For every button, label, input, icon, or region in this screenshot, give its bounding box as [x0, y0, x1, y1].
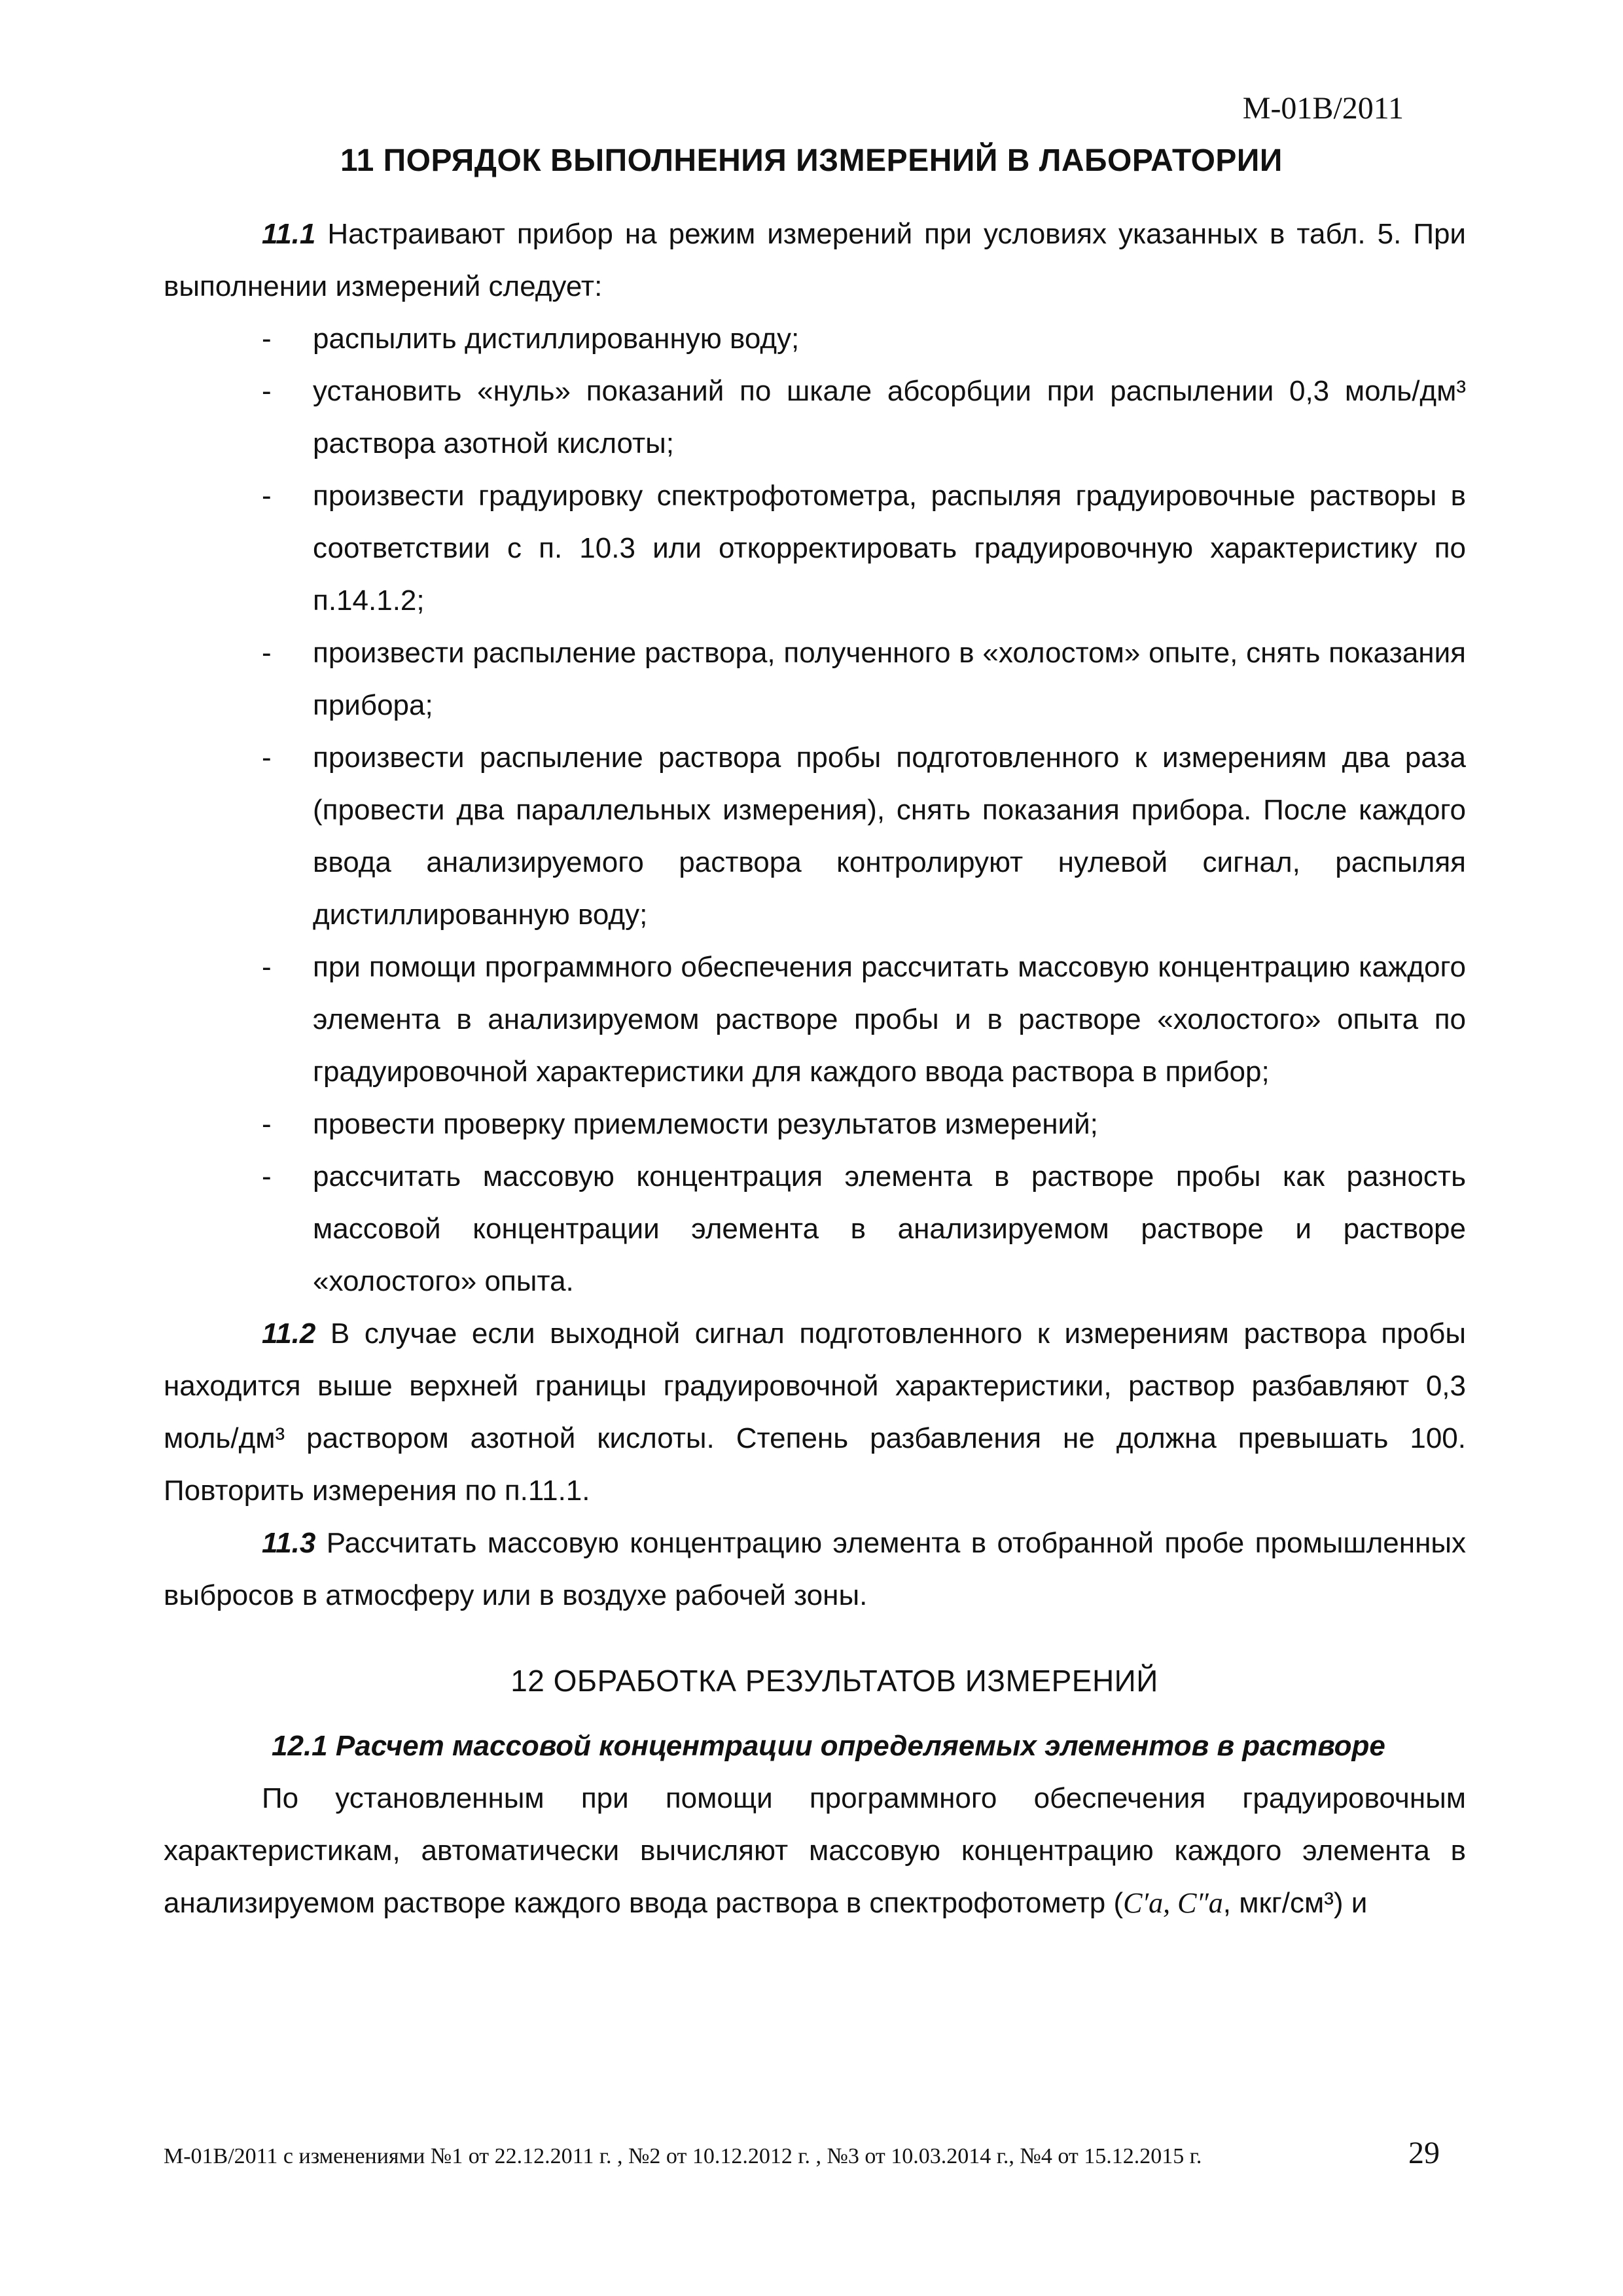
list-item: - рассчитать массовую концентрация элемента в растворе пробы как разность массовой концентрации элемента в анализируемом растворе и растворе «холостого» опыта. — [262, 1160, 1466, 1297]
paragraph-text: В случае если выходной сигнал подготовленного к измерениям раствора пробы находится выше верхней границы градуировочной характеристики, раствор разбавляют 0,3 моль/дм³ раствором азотной кислоты. Степень разбавления не должна превышать 100. Повторить измерения по п.11.1. — [164, 1318, 1466, 1507]
section-12-title: 12 ОБРАБОТКА РЕЗУЛЬТАТОВ ИЗМЕРЕНИЙ — [510, 1664, 1158, 1698]
list-item: - произвести распыление раствора, полученного в «холостом» опыте, снять показания прибора; — [262, 637, 1466, 721]
document-body — [164, 208, 1466, 1929]
list-item-text: произвести распыление раствора пробы подготовленного к измерениям два раза (провести два параллельных измерения), снять показания прибора. После каждого ввода анализируемого раствора контролируют нулевой сигнал, распыляя дистиллированную воду; — [313, 742, 1466, 931]
list-item: - провести проверку приемлемости результатов измерений; — [262, 1108, 1098, 1140]
list-item-text: при помощи программного обеспечения рассчитать массовую концентрацию каждого элемента в анализируемом растворе пробы и в растворе «холостого» опыта по градуировочной характеристики для каждого ввода раствора в прибор; — [313, 951, 1466, 1088]
paragraph-11-1 — [164, 208, 1466, 313]
document-code: М-01В/2011 — [1242, 91, 1404, 126]
list-item-text: распылить дистиллированную воду; — [313, 323, 800, 355]
paragraph-11-2 — [164, 1308, 1466, 1517]
list-item-text: провести проверку приемлемости результатов измерений; — [313, 1108, 1098, 1140]
paragraph-number: 11.3 — [262, 1527, 316, 1559]
list-item-text: рассчитать массовую концентрация элемента в растворе пробы как разность массовой концентрации элемента в анализируемом растворе и растворе «холостого» опыта. — [313, 1160, 1466, 1297]
section-11-title: 11 ПОРЯДОК ВЫПОЛНЕНИЯ ИЗМЕРЕНИЙ В ЛАБОРАТОРИИ — [340, 143, 1283, 178]
list-item: - установить «нуль» показаний по шкале абсорбции при распылении 0,3 моль/дм³ раствора азотной кислоты; — [262, 375, 1466, 459]
subsection-12-1-title — [164, 1720, 1466, 1772]
subsection-text: Расчет массовой концентрации определяемых элементов в растворе — [335, 1730, 1385, 1762]
list-item: - произвести градуировку спектрофотометра, распыляя градуировочные растворы в соответствии с п. 10.3 или откорректировать градуировочную характеристику по п.14.1.2; — [262, 480, 1466, 617]
list-item: - распылить дистиллированную воду; — [262, 323, 800, 355]
paragraph-text: Рассчитать массовую концентрацию элемента в отобранной пробе промышленных выбросов в атмосферу или в воздухе рабочей зоны. — [164, 1527, 1466, 1611]
list-item: - при помощи программного обеспечения рассчитать массовую концентрацию каждого элемента в анализируемом растворе пробы и в растворе «холостого» опыта по градуировочной характеристики для каждого ввода раствора в прибор; — [262, 951, 1466, 1088]
page-number: 29 — [1408, 2136, 1440, 2170]
paragraph-text: Настраивают прибор на режим измерений при условиях указанных в табл. 5. При выполнении измерений следует: — [164, 218, 1466, 302]
subsection-number: 12.1 — [272, 1730, 328, 1762]
list-item-text: произвести распыление раствора, полученного в «холостом» опыте, снять показания прибора; — [313, 637, 1466, 721]
paragraph-11-3 — [164, 1517, 1466, 1622]
paragraph-12-1 — [164, 1772, 1466, 1929]
units-text: , мкг/см³) и — [1222, 1887, 1368, 1919]
list-item-text: установить «нуль» показаний по шкале абсорбции при распылении 0,3 моль/дм³ раствора азотной кислоты; — [313, 375, 1466, 459]
paragraph-number: 11.1 — [262, 218, 316, 250]
list-item: - произвести распыление раствора пробы подготовленного к измерениям два раза (провести два параллельных измерения), снять показания прибора. После каждого ввода анализируемого раствора контролируют нулевой сигнал, распыляя дистиллированную воду; — [262, 742, 1466, 931]
concentration-formula: C′a, C″a — [1123, 1887, 1223, 1919]
paragraph-number: 11.2 — [262, 1318, 316, 1350]
paragraph-text: По установленным при помощи программного обеспечения градуировочным характеристикам, автоматически вычисляют массовую концентрацию каждого элемента в анализируемом растворе каждого ввода раствора в спектрофотометр ( — [164, 1782, 1466, 1919]
measurement-steps-list — [164, 313, 1466, 1308]
footer-revision-note: М-01В/2011 с изменениями №1 от 22.12.2011 г. , №2 от 10.12.2012 г. , №3 от 10.03.2014 г., №4 от 15.12.2015 г. — [164, 2144, 1202, 2168]
list-item-text: произвести градуировку спектрофотометра, распыляя градуировочные растворы в соответствии с п. 10.3 или откорректировать градуировочную характеристику по п.14.1.2; — [313, 480, 1466, 617]
